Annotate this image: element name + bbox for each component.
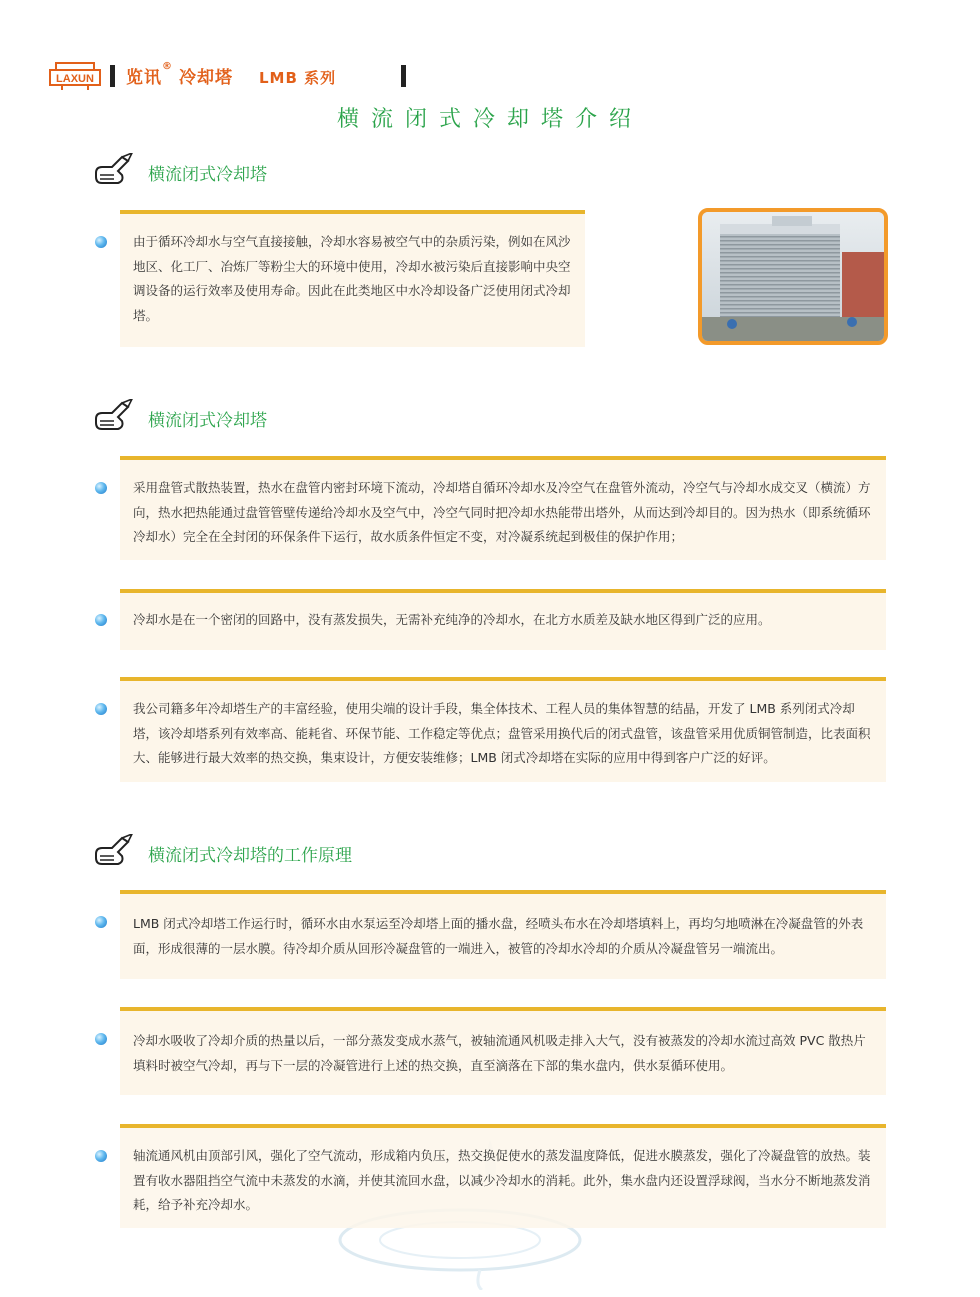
- bullet-dot-icon: [95, 614, 107, 626]
- writing-hand-icon: [92, 834, 136, 870]
- bullet-dot-icon: [95, 482, 107, 494]
- section-title: 横流闭式冷却塔的工作原理: [148, 846, 352, 866]
- bullet-dot-icon: [95, 703, 107, 715]
- paragraph: 由于循环冷却水与空气直接接触，冷却水容易被空气中的杂质污染，例如在风沙地区、化工厂、冶炼厂等粉尘大的环境中使用，冷却水被污染后直接影响中央空调设备的运行效率及使用寿命。因此在此类地区中水冷却设备广泛使用闭式冷却塔。: [133, 234, 571, 323]
- bullet-dot-icon: [95, 916, 107, 928]
- content-box: [120, 456, 886, 560]
- paragraph: LMB 闭式冷却塔工作运行时，循环水由水泵运至冷却塔上面的播水盘，经喷头布水在冷却塔填料上，再均匀地喷淋在冷凝盘管的外表面，形成很薄的一层水膜。待冷却介质从回形冷凝盘管的一端进入，被管的冷却水冷却的介质从冷凝盘管另一端流出。: [133, 916, 864, 956]
- paragraph: 我公司籍多年冷却塔生产的丰富经验，使用尖端的设计手段，集全体技术、工程人员的集体智慧的结晶，开发了 LMB 系列闭式冷却塔，该冷却塔系列有效率高、能耗省、环保节能、工作稳定等优点；盘管采用换代后的闭式盘管，该盘管采用优质铜管制造，比表面积大、能够进行最大效率的热交换，集束设计，方便安装维修；LMB 闭式冷却塔在实际的应用中得到客户广泛的好评。: [133, 701, 871, 765]
- brand-title: 览讯®冷却塔 LMB 系列: [126, 61, 337, 88]
- laxun-logo: [48, 60, 102, 92]
- paragraph: 冷却水吸收了冷却介质的热量以后，一部分蒸发变成水蒸气，被轴流通风机吸走排入大气，没有被蒸发的冷却水流过高效 PVC 散热片填料时被空气冷却，再与下一层的冷凝管进行上述的热交换，直至滴落在下部的集水盘内，供水泵循环使用。: [133, 1033, 866, 1073]
- content-box: [120, 210, 585, 347]
- bullet-dot-icon: [95, 1150, 107, 1162]
- paragraph: 采用盘管式散热装置，热水在盘管内密封环境下流动，冷却塔自循环冷却水及冷空气在盘管外流动，冷空气与冷却水成交叉（横流）方向，热水把热能通过盘管管壁传递给冷却水及空气中，冷空气同时把冷却水热能带出塔外，从而达到冷却目的。因为热水（即系统循环冷却水）完全在全封闭的环保条件下运行，故水质条件恒定不变，对冷凝系统起到极佳的保护作用；: [133, 480, 871, 544]
- logo-text: LAXUN: [56, 73, 94, 85]
- content-box: [120, 589, 886, 650]
- writing-hand-icon: [92, 153, 136, 189]
- writing-hand-icon: [92, 399, 136, 435]
- bullet-dot-icon: [95, 236, 107, 248]
- bullet-dot-icon: [95, 1033, 107, 1045]
- content-box: [120, 890, 886, 979]
- section-title: 横流闭式冷却塔: [148, 165, 267, 185]
- paragraph: 冷却水是在一个密闭的回路中，没有蒸发损失，无需补充纯净的冷却水，在北方水质差及缺水地区得到广泛的应用。: [133, 612, 771, 627]
- cooling-tower-photo: [698, 208, 888, 345]
- page-title: 横流闭式冷却塔介绍: [336, 107, 643, 132]
- section-title: 横流闭式冷却塔: [148, 411, 267, 431]
- brand-bar: [110, 61, 406, 88]
- content-box: [120, 677, 886, 782]
- content-box: [120, 1007, 886, 1095]
- content-box: [120, 1124, 886, 1228]
- paragraph: 轴流通风机由顶部引风，强化了空气流动，形成箱内负压，热交换促使水的蒸发温度降低，促进水膜蒸发，强化了冷凝盘管的放热。装置有收水器阻挡空气流中未蒸发的水滴，并使其流回水盘，以减少冷却水的消耗。此外，集水盘内还设置浮球阀，当水分不断地蒸发消耗，给予补充冷却水。: [133, 1148, 871, 1212]
